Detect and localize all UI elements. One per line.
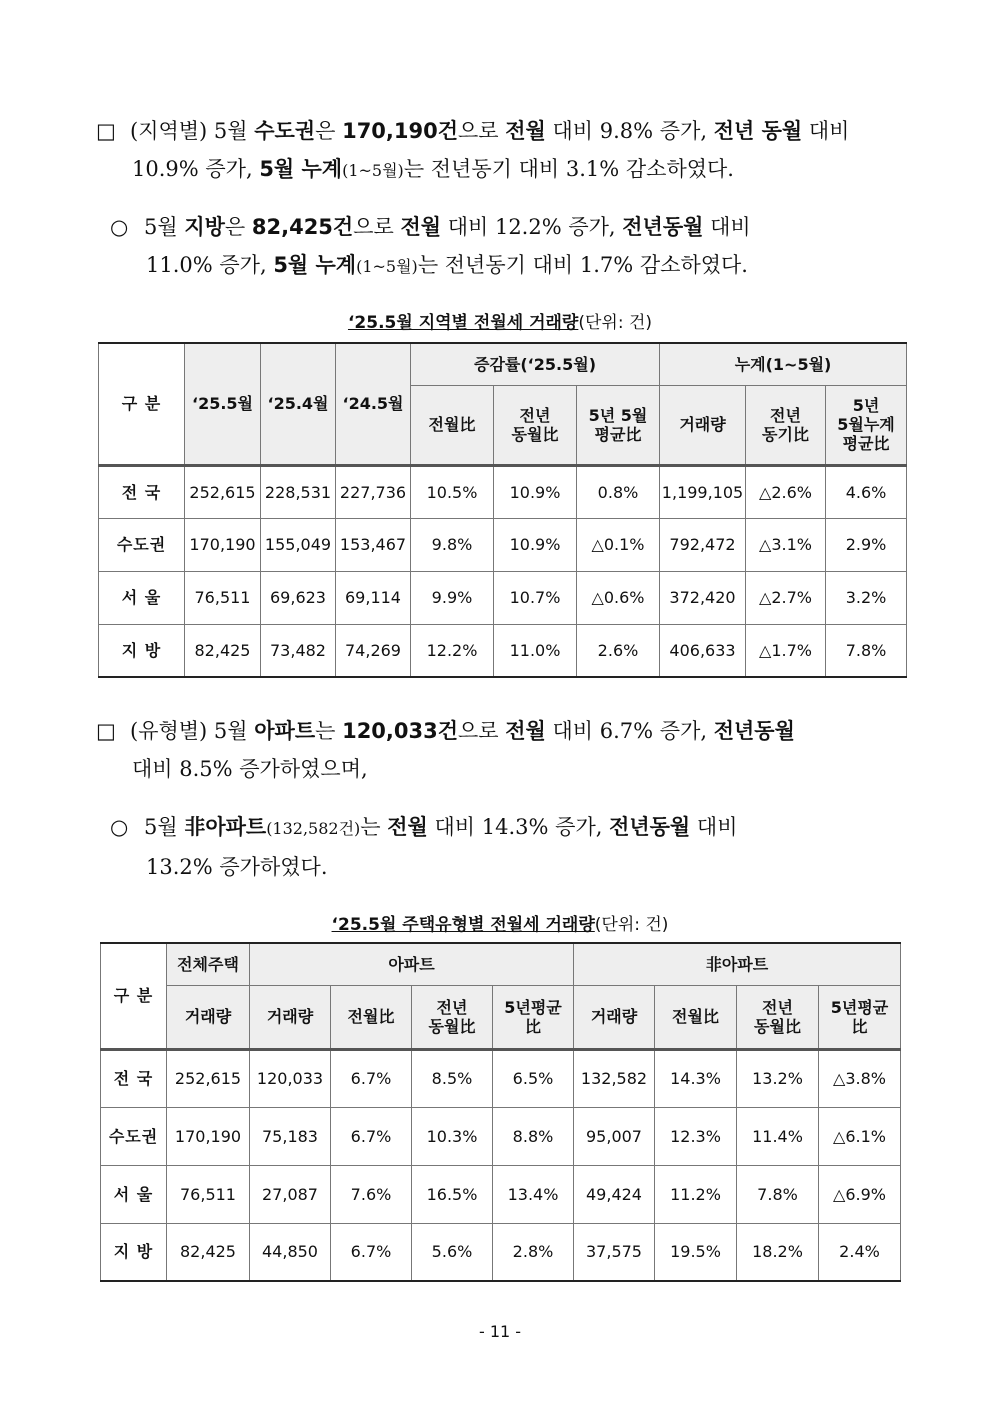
header-total-housing: 전체주택	[167, 943, 250, 985]
table2-caption: ‘25.5월 주택유형별 전월세 거래량(단위: 건)	[331, 915, 669, 935]
table-cell: 6.5%	[493, 1049, 574, 1107]
table-cell: 406,633	[660, 624, 746, 677]
table-cell: 8.8%	[493, 1107, 574, 1165]
header-cumulative: 누계(1~5월)	[660, 343, 907, 385]
table-cell: 2.9%	[826, 518, 907, 571]
header-apt-5y: 5년평균 比	[493, 985, 574, 1049]
header-total-volume: 거래량	[167, 985, 250, 1049]
table-cell: 27,087	[250, 1165, 331, 1223]
table-cell: 44,850	[250, 1223, 331, 1281]
header-mom: 전월比	[411, 385, 494, 465]
page-number: - 11 -	[478, 1322, 522, 1341]
header-gubun: 구 분	[99, 343, 185, 465]
row-label: 전 국	[101, 1049, 167, 1107]
table-cell: 155,049	[261, 518, 336, 571]
table-row	[101, 1165, 901, 1223]
header-apt-mom: 전월比	[331, 985, 412, 1049]
table-cell: 95,007	[574, 1107, 655, 1165]
header-nonapt-yoy: 전년 동월比	[737, 985, 819, 1049]
header-2505: ‘25.5월	[185, 343, 261, 465]
table-cell: 14.3%	[655, 1049, 737, 1107]
housing-type-table	[100, 942, 901, 1282]
row-label: 지 방	[99, 624, 185, 677]
header-cum-5y-avg: 5년 5월누계 평균比	[826, 385, 907, 465]
header-cum-volume: 거래량	[660, 385, 746, 465]
table-cell: △3.1%	[746, 518, 826, 571]
table-cell: 69,114	[336, 571, 411, 624]
table-cell: 82,425	[167, 1223, 250, 1281]
table-cell: △0.6%	[577, 571, 660, 624]
table-cell: 120,033	[250, 1049, 331, 1107]
table-cell: 6.7%	[331, 1107, 412, 1165]
table-cell: △0.1%	[577, 518, 660, 571]
table-cell: 49,424	[574, 1165, 655, 1223]
section-regional-line2: 10.9% 증가, 5월 누계(1~5월)는 전년동기 대비 3.1% 감소하였다.	[132, 157, 734, 181]
table-cell: 18.2%	[737, 1223, 819, 1281]
table-cell: 10.3%	[412, 1107, 493, 1165]
table-cell: 1,199,105	[660, 465, 746, 518]
table-cell: 252,615	[185, 465, 261, 518]
table-cell: 7.8%	[826, 624, 907, 677]
table-cell: 76,511	[167, 1165, 250, 1223]
table-cell: 11.4%	[737, 1107, 819, 1165]
header-change-rate: 증감률(‘25.5월)	[411, 343, 660, 385]
table-cell: 3.2%	[826, 571, 907, 624]
table-cell: 153,467	[336, 518, 411, 571]
table-cell: 76,511	[185, 571, 261, 624]
row-label: 서 울	[99, 571, 185, 624]
header-apt-volume: 거래량	[250, 985, 331, 1049]
table-cell: 69,623	[261, 571, 336, 624]
table-cell: 170,190	[167, 1107, 250, 1165]
table-cell: 12.2%	[411, 624, 494, 677]
table-cell: 74,269	[336, 624, 411, 677]
row-label: 지 방	[101, 1223, 167, 1281]
header-2504: ‘25.4월	[261, 343, 336, 465]
table-cell: 8.5%	[412, 1049, 493, 1107]
table-cell: 170,190	[185, 518, 261, 571]
table-cell: 792,472	[660, 518, 746, 571]
table-cell: 372,420	[660, 571, 746, 624]
table-row	[101, 1107, 901, 1165]
header-nonapt-volume: 거래량	[574, 985, 655, 1049]
table-row	[101, 1223, 901, 1281]
table-cell: 2.8%	[493, 1223, 574, 1281]
table-cell: 11.0%	[494, 624, 577, 677]
table-cell: 6.7%	[331, 1223, 412, 1281]
table-cell: 10.9%	[494, 465, 577, 518]
table-cell: 16.5%	[412, 1165, 493, 1223]
table-cell: 5.6%	[412, 1223, 493, 1281]
header-apt-yoy: 전년 동월比	[412, 985, 493, 1049]
table-row	[99, 518, 907, 571]
section-regional-sub	[110, 208, 906, 286]
table-cell: 10.7%	[494, 571, 577, 624]
table-cell: △3.8%	[819, 1049, 901, 1107]
table-cell: 4.6%	[826, 465, 907, 518]
row-label: 수도권	[101, 1107, 167, 1165]
section-type	[96, 712, 906, 788]
table-cell: 13.4%	[493, 1165, 574, 1223]
table1-caption: ‘25.5월 지역별 전월세 거래량(단위: 건)	[347, 313, 653, 333]
section-type-line1: □ (유형별) 5월 아파트는 120,033건으로 전월 대비 6.7% 증가, 전년동월	[96, 719, 795, 743]
table-cell: 7.6%	[331, 1165, 412, 1223]
section-regional-line1: □ (지역별) 5월 수도권은 170,190건으로 전월 대비 9.8% 증가, 전년 동월 대비	[96, 119, 850, 143]
section-type-line2: 대비 8.5% 증가하였으며,	[132, 757, 368, 781]
section-type-sub-line1: ○ 5월 非아파트(132,582건)는 전월 대비 14.3% 증가, 전년동월 대비	[110, 815, 738, 839]
header-cum-yoy: 전년 동기比	[746, 385, 826, 465]
header-nonapt-mom: 전월比	[655, 985, 737, 1049]
table-cell: 13.2%	[737, 1049, 819, 1107]
header-non-apartment: 非아파트	[574, 943, 901, 985]
table-cell: 9.9%	[411, 571, 494, 624]
table-cell: 7.8%	[737, 1165, 819, 1223]
table-cell: 132,582	[574, 1049, 655, 1107]
table-cell: 12.3%	[655, 1107, 737, 1165]
table-cell: △6.1%	[819, 1107, 901, 1165]
table-cell: △2.6%	[746, 465, 826, 518]
row-label: 서 울	[101, 1165, 167, 1223]
header-yoy: 전년 동월比	[494, 385, 577, 465]
row-label: 전 국	[99, 465, 185, 518]
table-cell: 6.7%	[331, 1049, 412, 1107]
section-regional-sub-line1: ○ 5월 지방은 82,425건으로 전월 대비 12.2% 증가, 전년동월 대비	[110, 215, 751, 239]
table-cell: △1.7%	[746, 624, 826, 677]
header-gubun: 구 분	[101, 943, 167, 1049]
table-cell: 75,183	[250, 1107, 331, 1165]
row-label: 수도권	[99, 518, 185, 571]
header-apartment: 아파트	[250, 943, 574, 985]
table-cell: 10.9%	[494, 518, 577, 571]
table-cell: △2.7%	[746, 571, 826, 624]
table-cell: 9.8%	[411, 518, 494, 571]
header-2405: ‘24.5월	[336, 343, 411, 465]
header-nonapt-5y: 5년평균 比	[819, 985, 901, 1049]
table-row	[99, 571, 907, 624]
section-type-sub-line2: 13.2% 증가하였다.	[146, 855, 328, 879]
table-cell: 11.2%	[655, 1165, 737, 1223]
table-cell: 19.5%	[655, 1223, 737, 1281]
table-cell: 228,531	[261, 465, 336, 518]
table-row	[101, 1049, 901, 1107]
table-cell: 10.5%	[411, 465, 494, 518]
section-type-sub	[110, 808, 906, 886]
table-cell: 0.8%	[577, 465, 660, 518]
regional-table	[98, 342, 907, 678]
table-cell: 227,736	[336, 465, 411, 518]
table-cell: 252,615	[167, 1049, 250, 1107]
table-cell: △6.9%	[819, 1165, 901, 1223]
header-5y-may-avg: 5년 5월 평균比	[577, 385, 660, 465]
table-cell: 73,482	[261, 624, 336, 677]
table-row	[99, 465, 907, 518]
table-cell: 2.4%	[819, 1223, 901, 1281]
table-cell: 82,425	[185, 624, 261, 677]
table-cell: 2.6%	[577, 624, 660, 677]
table-cell: 37,575	[574, 1223, 655, 1281]
section-regional-sub-line2: 11.0% 증가, 5월 누계(1~5월)는 전년동기 대비 1.7% 감소하였다.	[146, 253, 748, 277]
table-row	[99, 624, 907, 677]
section-regional	[96, 112, 906, 190]
